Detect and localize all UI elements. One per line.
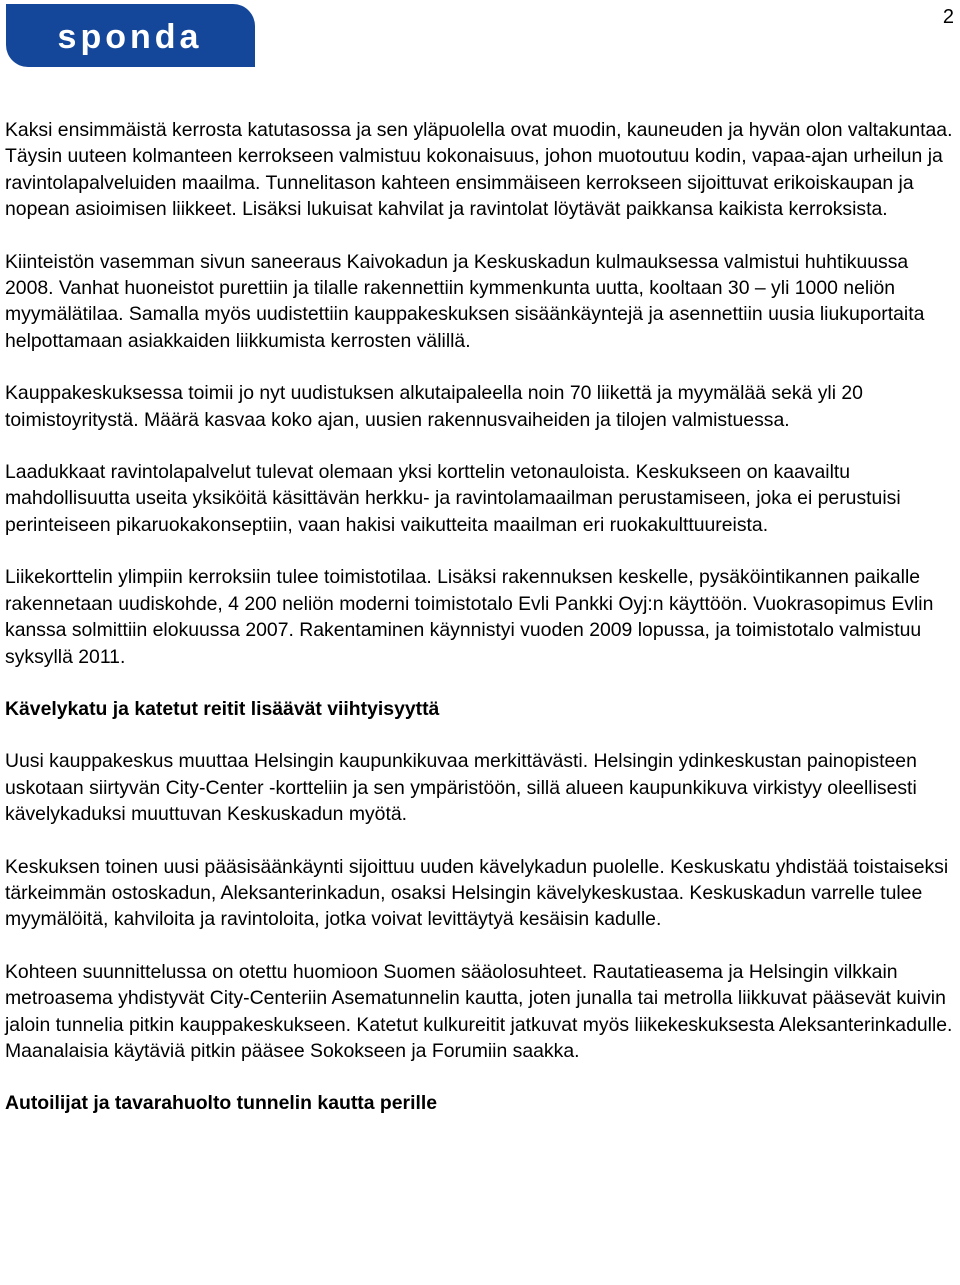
paragraph: Liikekorttelin ylimpiin kerroksiin tulee toimistotilaa. Lisäksi rakennuksen keskelle, pysäköintikannen paikalle rakennetaan uudiskohde, 4 200 neliön moderni toimistotalo Evli Pankki Oyj:n käyttöön. Vuokrasopimus Evlin kanssa solmittiin elokuussa 2007. Rakentaminen käynnistyi vuoden 2009 lopussa, ja toimistotalo valmistuu syksyllä 2011. — [5, 566, 934, 668]
page-number: 2 — [942, 6, 954, 28]
document-body — [5, 117, 957, 1143]
paragraph: Keskuksen toinen uusi pääsisäänkäynti sijoittuu uuden kävelykadun puolelle. Keskuskatu yhdistää toistaiseksi tärkeimmän ostoskadun, Aleksanterinkadun, osaksi Helsingin kävelykeskustaa. Keskuskadun varrelle tulee myymälöitä, kahviloita ja ravintoloita, jotka voivat levittäytyä kesäisin kadulle. — [5, 855, 949, 931]
paragraph: Kaksi ensimmäistä kerrosta katutasossa ja sen yläpuolella ovat muodin, kauneuden ja hyvän olon valtakuntaa. Täysin uuteen kolmanteen kerrokseen valmistuu kokonaisuus, johon muotoutuu kodin, vapaa-ajan urheilun ja ravintolapalveluiden maailma. Tunnelitason kahteen ensimmäiseen kerrokseen sijoittuvat erikoiskaupan ja nopean asioimisen liikkeet. Lisäksi lukuisat kahvilat ja ravintolat löytävät paikkansa kaikista kerroksista. — [5, 119, 953, 221]
paragraph: Laadukkaat ravintolapalvelut tulevat olemaan yksi korttelin vetonauloista. Keskukseen on kaavailtu mahdollisuutta useita yksiköitä käsittävän herkku- ja ravintolamaailman perustamiseen, joka ei perustuisi perinteiseen pikaruokakonseptiin, vaan hakisi vaikutteita maailman eri ruokakulttuureista. — [5, 461, 901, 536]
section-heading: Autoilijat ja tavarahuolto tunnelin kautta perille — [5, 1092, 438, 1115]
paragraph: Kiinteistön vasemman sivun saneeraus Kaivokadun ja Keskuskadun kulmauksessa valmistui huhtikuussa 2008. Vanhat huoneistot purettiin ja tilalle rakennettiin kymmenkunta uutta, kooltaan 30 – yli 1000 neliön myymälätilaa. Samalla myös uudistettiin kauppakeskuksen sisäänkäyntejä ja asennettiin uusia liukuportaita helpottamaan asiakkaiden liikkumista kerrosten välillä. — [5, 250, 925, 352]
sponda-logo — [6, 4, 255, 67]
paragraph: Kohteen suunnittelussa on otettu huomioon Suomen sääolosuhteet. Rautatieasema ja Helsingin vilkkain metroasema yhdistyvät City-Centeriin Asematunnelin kautta, joten junalla tai metrolla liikkuvat pääsevät kuivin jaloin tunnelia pitkin kauppakeskukseen. Katetut kulkureitit jatkuvat myös liikekeskuksesta Aleksanterinkadulle. Maanalaisia käytäviä pitkin pääsee Sokokseen ja Forumiin saakka. — [5, 960, 953, 1062]
logo-text: sponda — [57, 18, 203, 56]
paragraph: Kauppakeskuksessa toimii jo nyt uudistuksen alkutaipaleella noin 70 liikettä ja myymälää sekä yli 20 toimistoyritystä. Määrä kasvaa koko ajan, uusien rakennusvaiheiden ja tilojen valmistuessa. — [5, 382, 863, 431]
section-heading: Kävelykatu ja katetut reitit lisäävät viihtyisyyttä — [5, 697, 440, 720]
sponda-logo-mark — [6, 4, 255, 67]
paragraph: Uusi kauppakeskus muuttaa Helsingin kaupunkikuvaa merkittävästi. Helsingin ydinkeskustan painopisteen uskotaan siirtyvän City-Center -kortteliin ja sen ympäristöön, sillä alueen kaupunkikuva virkistyy oleellisesti kävelykaduksi muuttuvan Keskuskadun myötä. — [5, 750, 917, 826]
